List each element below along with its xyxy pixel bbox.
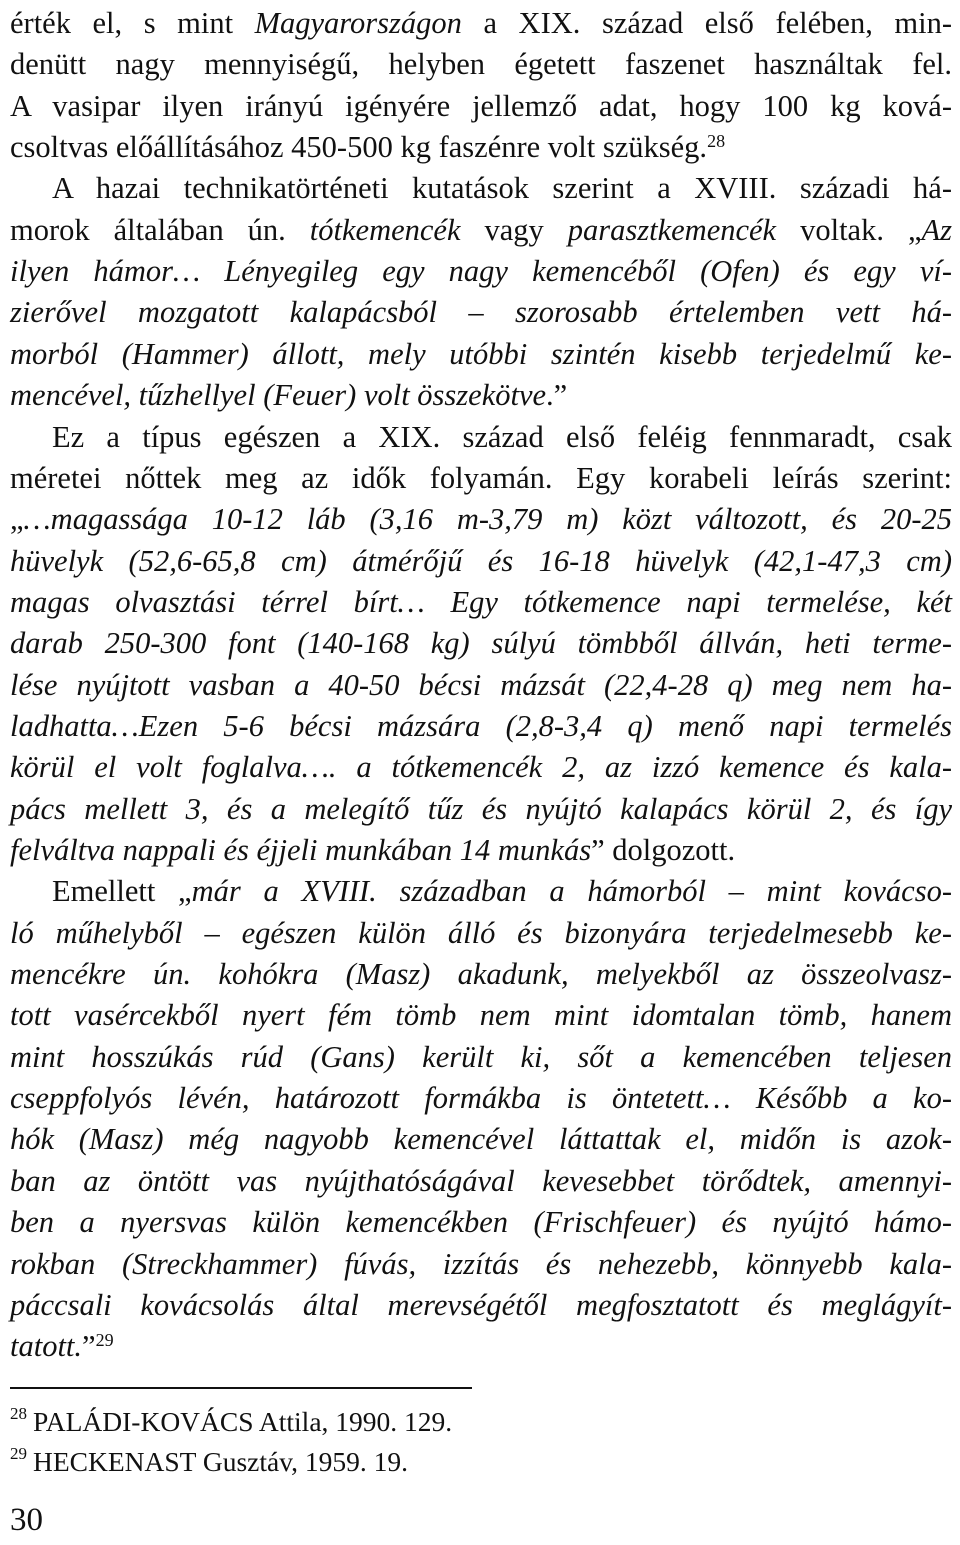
text-run: Magyarországon (254, 6, 462, 40)
text-line (10, 1325, 952, 1367)
text-line (10, 126, 952, 168)
text-run: ilyen hámor… Lényegileg egy nagy kemencéből (Ofen) és egy ví- (10, 254, 952, 289)
text-run: parasztkemencék (567, 212, 777, 247)
text-line (10, 43, 952, 85)
footnote-ref: 28 (707, 131, 726, 152)
text-run: ladhatta…Ezen 5-6 bécsi mázsára (2,8-3,4 q) menő napi termelés (10, 708, 952, 743)
page-number: 30 (10, 1502, 43, 1538)
text-run: Ez a típus egészen a XIX. század első feléig fennmaradt, csak (52, 419, 952, 454)
text-run: A hazai technikatörténeti kutatások szerint a XVIII. századi há- (52, 171, 952, 206)
text-run: morból (Hammer) állott, mely utóbbi szintén kisebb terjedelmű ke- (10, 336, 952, 371)
text-run: a XIX. század első felében, min- (461, 6, 952, 40)
text-run: denütt nagy mennyiségű, helyben égetett faszenet használtak fel. (10, 47, 952, 82)
text-line (10, 746, 952, 788)
text-line (10, 374, 952, 416)
text-run: ló műhelyből – egészen külön álló és bizonyára terjedelmesebb ke- (10, 915, 952, 950)
text-line (10, 622, 952, 664)
text-line (10, 1243, 952, 1285)
text-line (10, 829, 952, 871)
text-run: csoltvas előállításához 450-500 kg faszénre volt szükség. (10, 130, 708, 165)
footnote-text: PALÁDI-KOVÁCS Attila, 1990. 129. (33, 1406, 453, 1437)
text-line (52, 870, 952, 912)
footnote-ref: 29 (95, 1330, 114, 1351)
text-line (10, 953, 952, 995)
text-run: méretei nőttek meg az idők folyamán. Egy korabeli leírás szerint: (10, 460, 952, 495)
text-line (10, 664, 952, 706)
text-run: hók (Masz) még nagyobb kemencével láttattak el, midőn is azok- (10, 1122, 952, 1157)
text-run: ” dolgozott. (591, 833, 736, 867)
text-run: mint hosszúkás rúd (Gans) került ki, sőt a kemencében teljesen (10, 1039, 952, 1074)
text-run: hüvelyk (52,6-65,8 cm) átmérőjű és 16-18 hüvelyk (42,1-47,3 cm) (10, 543, 952, 578)
text-line (10, 333, 952, 375)
text-line (10, 209, 952, 251)
text-run: mencékre ún. kohókra (Masz) akadunk, melyekből az összeolvasz- (10, 957, 952, 992)
text-line (10, 291, 952, 333)
text-run: A vasipar ilyen irányú igényére jellemző adat, hogy 100 kg ková- (10, 88, 952, 123)
footnote-separator (10, 1387, 472, 1389)
text-run: …magassága 10-12 láb (3,16 m-3,79 m) közt változott, és 20-25 (23, 502, 952, 537)
text-line (10, 1077, 952, 1119)
text-line (10, 788, 952, 830)
text-run: ban az öntött vas nyújthatóságával kevesebbet törődtek, amennyi- (10, 1163, 952, 1198)
footnote-29 (10, 1444, 408, 1484)
text-line (10, 1036, 952, 1078)
footnote-28 (10, 1404, 452, 1444)
text-run: tótkemencék (309, 212, 461, 247)
text-run: darab 250-300 font (140-168 kg) súlyú tömbből állván, heti terme- (10, 626, 952, 661)
text-line (10, 2, 952, 44)
text-run: pács mellett 3, és a melegítő tűz és nyújtó kalapács körül 2, és így (10, 791, 952, 826)
text-run: vagy (460, 212, 568, 247)
text-run: tott vasércekből nyert fém tömb nem mint idomtalan tömb, hanem (10, 998, 952, 1033)
text-run: Az (921, 212, 952, 247)
text-run: ben a nyersvas külön kemencékben (Frischfeuer) és nyújtó hámo- (10, 1205, 952, 1240)
text-run: tatott. (10, 1329, 83, 1364)
footnote-number: 29 (10, 1444, 27, 1463)
text-line (10, 85, 952, 127)
text-run: morok általában ún. (10, 212, 310, 247)
text-line (10, 457, 952, 499)
text-line (10, 705, 952, 747)
text-run: ” (82, 1329, 96, 1364)
text-run: cseppfolyós lévén, határozott formákba is öntetett… Később a ko- (10, 1081, 952, 1116)
text-run: már a XVIII. században a hámorból – mint kovácso- (191, 874, 952, 909)
text-line (10, 250, 952, 292)
text-run: zierővel mozgatott kalapácsból – szorosabb értelemben vett há- (10, 295, 952, 330)
text-line (52, 167, 952, 209)
text-run: körül el volt foglalva…. a tótkemencék 2, az izzó kemence és kala- (10, 750, 952, 785)
text-run: Emellett „ (52, 874, 192, 909)
text-run: felváltva nappali és éjjeli munkában 14 munkás (10, 833, 592, 867)
text-line (10, 540, 952, 582)
text-line (10, 1118, 952, 1160)
text-run: érték el, s mint (10, 6, 255, 40)
text-run: mencével, tűzhellyel (Feuer) volt összekötve (10, 378, 547, 413)
text-line (10, 581, 952, 623)
footnote-text: HECKENAST Gusztáv, 1959. 19. (33, 1446, 409, 1477)
text-run: lése nyújtott vasban a 40-50 bécsi mázsát (22,4-28 q) meg nem ha- (10, 667, 952, 702)
text-run: .” (546, 378, 568, 413)
text-line (52, 416, 952, 458)
text-line (10, 1284, 952, 1326)
text-line (10, 1201, 952, 1243)
text-run: voltak. „ (776, 212, 922, 247)
text-run: páccsali kovácsolás által merevségétől megfosztatott és meglágyít- (10, 1287, 952, 1322)
text-run: rokban (Streckhammer) fúvás, izzítás és nehezebb, könnyebb kala- (10, 1246, 952, 1281)
text-run: „ (10, 502, 24, 537)
text-line (10, 912, 952, 954)
text-run: magas olvasztási térrel bírt… Egy tótkemence napi termelése, két (10, 584, 952, 619)
footnote-number: 28 (10, 1404, 27, 1423)
text-line (10, 498, 952, 540)
text-line (10, 1160, 952, 1202)
text-line (10, 994, 952, 1036)
